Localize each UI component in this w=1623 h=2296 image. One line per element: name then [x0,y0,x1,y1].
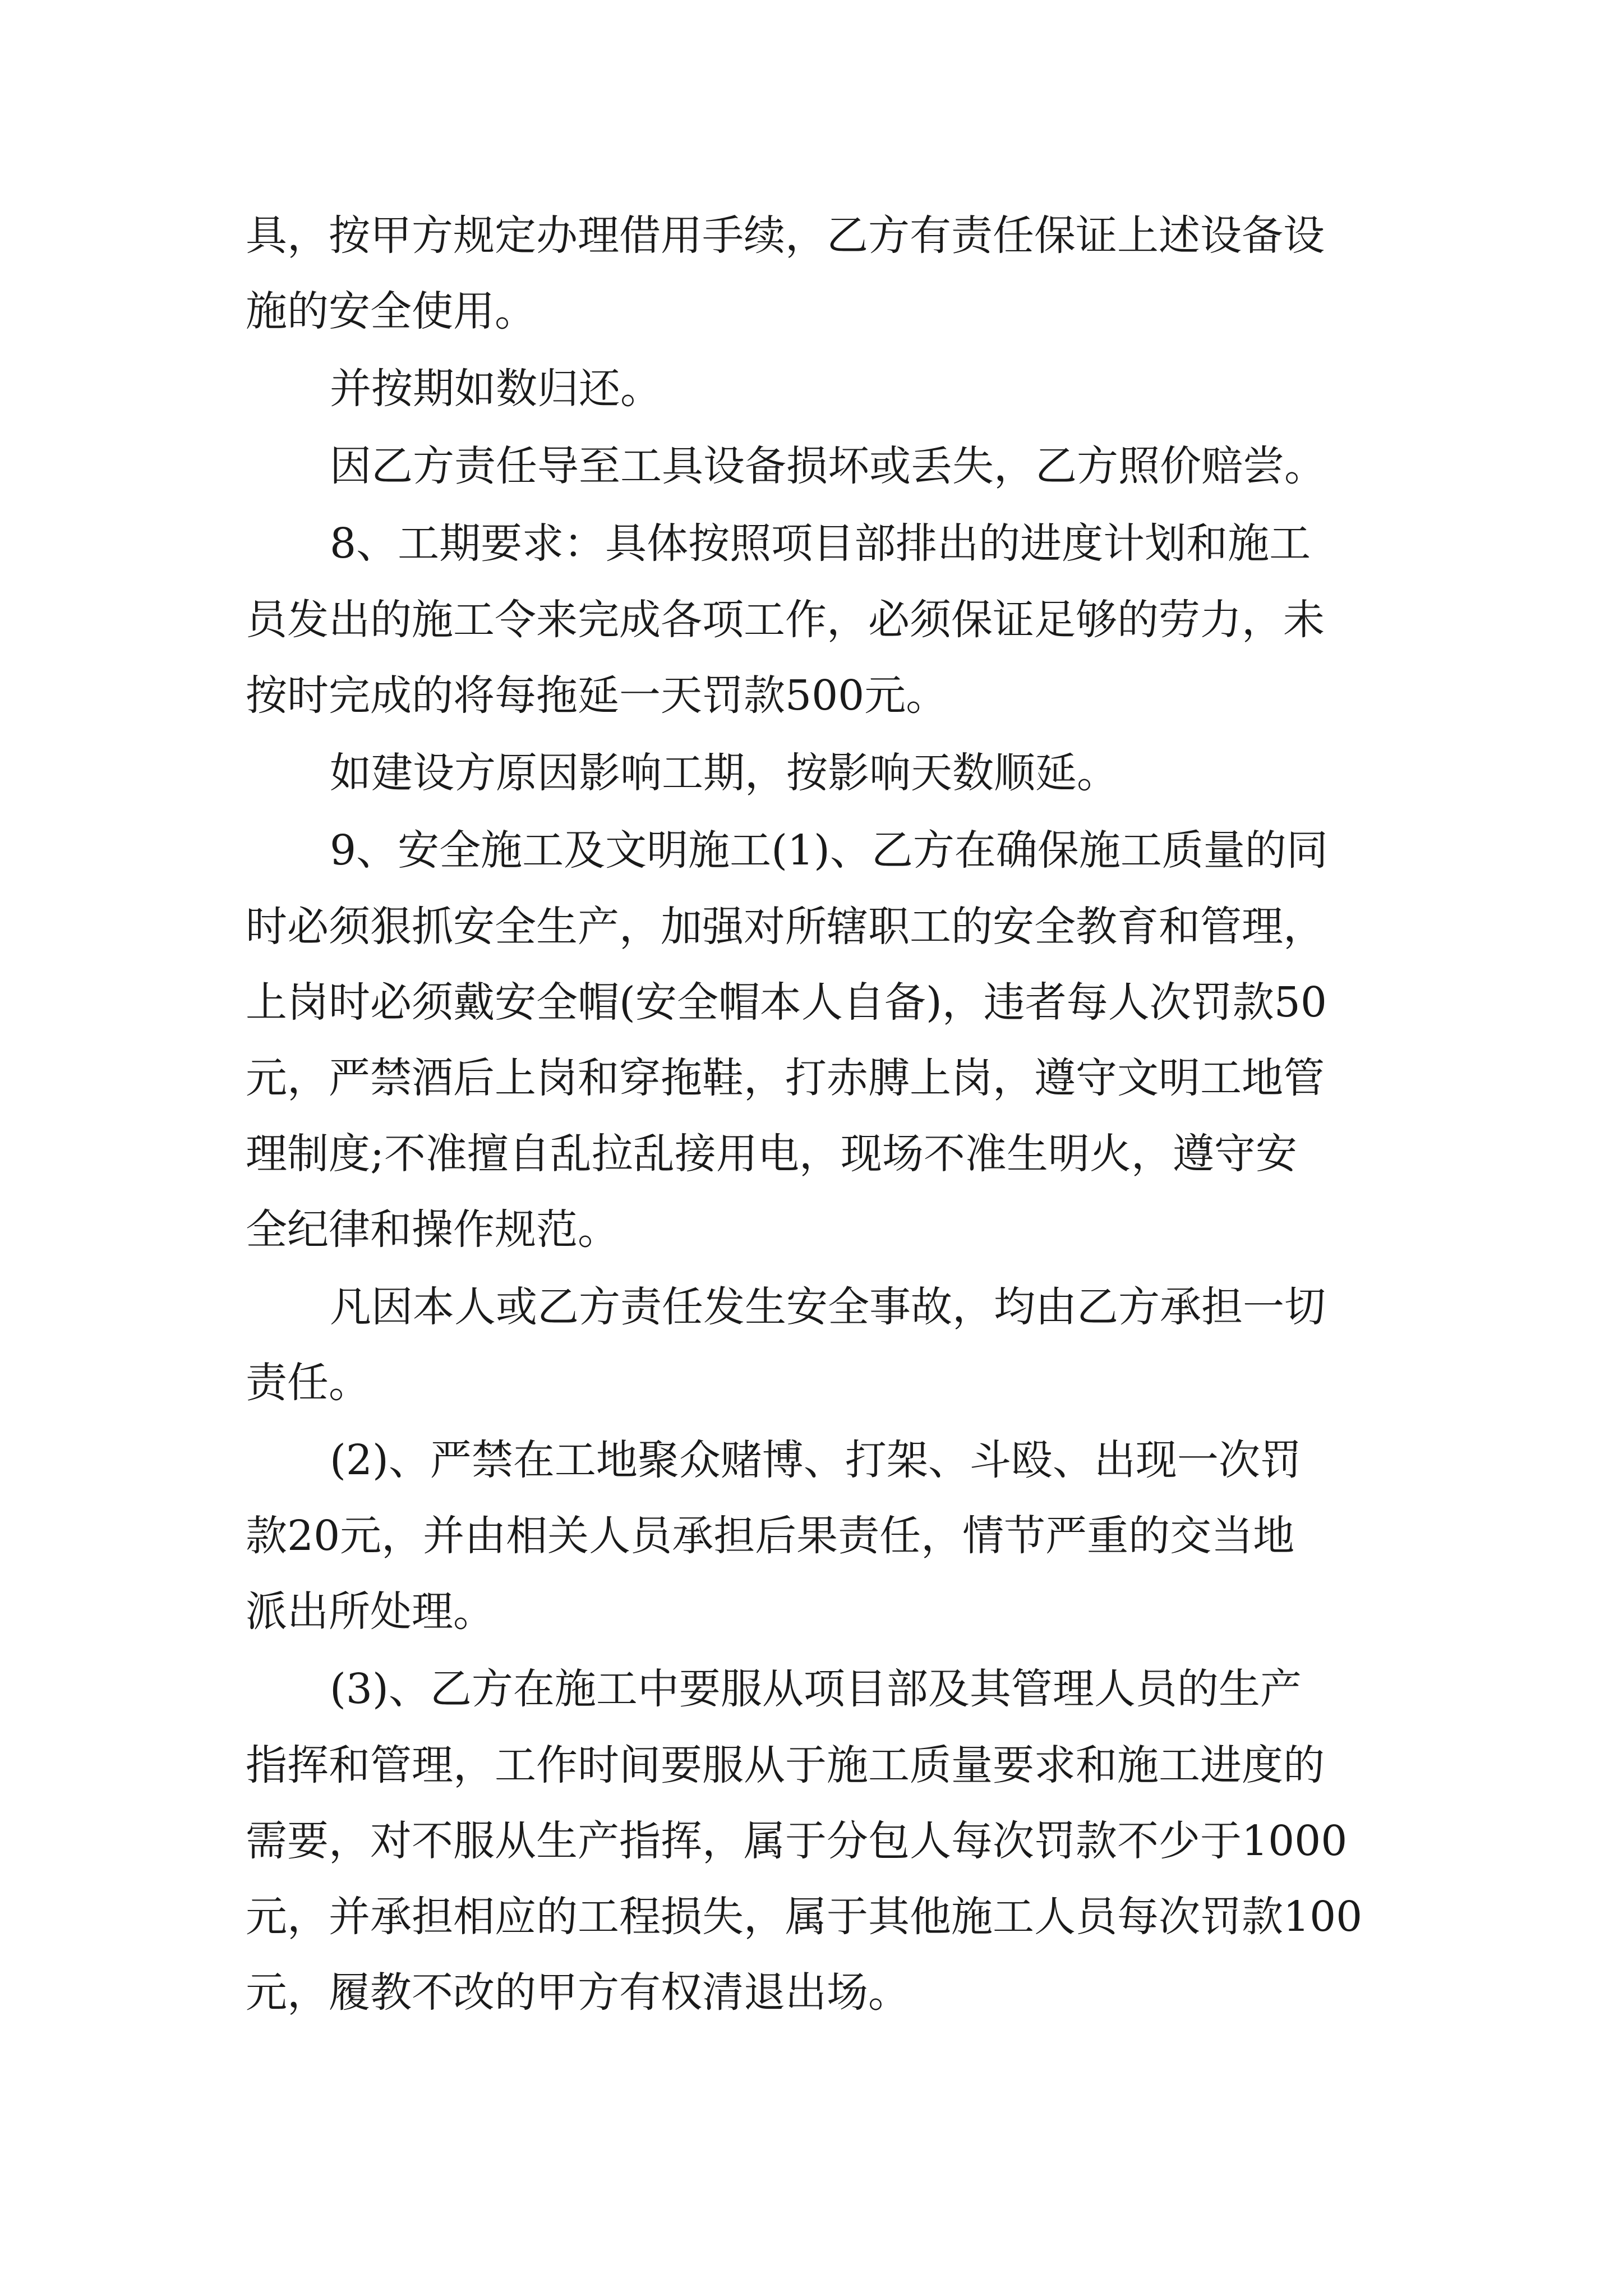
text-line: 元，并承担相应的工程损失，属于其他施工人员每次罚款100 [246,1893,1363,1941]
text-line: 并按期如数归还。 [330,365,662,413]
text-line: 指挥和管理，工作时间要服从于施工质量要求和施工进度的 [246,1741,1325,1789]
text-line: 元，严禁酒后上岗和穿拖鞋，打赤膊上岗，遵守文明工地管 [246,1054,1325,1102]
text-line: 员发出的施工令来完成各项工作，必须保证足够的劳力，未 [246,596,1325,644]
text-line: (3)、乙方在施工中要服从项目部及其管理人员的生产 [330,1665,1302,1713]
text-line: 按时完成的将每拖延一天罚款500元。 [246,671,948,720]
text-line: 上岗时必须戴安全帽(安全帽本人自备)，违者每人次罚款50 [246,978,1327,1027]
text-line: 时必须狠抓安全生产，加强对所辖职工的安全教育和管理， [246,903,1325,951]
text-line: 9、安全施工及文明施工(1)、乙方在确保施工质量的同 [330,826,1328,875]
text-line: 因乙方责任导至工具设备损坏或丢失，乙方照价赔尝。 [330,442,1326,490]
text-line: 派出所处理。 [246,1588,495,1636]
text-line: 理制度;不准擅自乱拉乱接用电，现场不准生明火，遵守安 [246,1130,1297,1178]
text-line: 具，按甲方规定办理借用手续，乙方有责任保证上述设备设 [246,211,1325,260]
text-line: 需要，对不服从生产指挥，属于分包人每次罚款不少于1000 [246,1817,1348,1865]
text-line: (2)、严禁在工地聚众赌博、打架、斗殴、出现一次罚 [330,1436,1302,1484]
text-line: 款20元，并由相关人员承担后果责任，情节严重的交当地 [246,1512,1295,1560]
text-line: 凡因本人或乙方责任发生安全事故，均由乙方承担一切 [330,1283,1326,1331]
text-line: 责任。 [246,1359,370,1407]
text-line: 元，履教不改的甲方有权清退出场。 [246,1968,910,2017]
text-line: 全纪律和操作规范。 [246,1205,619,1254]
text-line: 8、工期要求：具体按照项目部排出的进度计划和施工 [330,519,1311,568]
text-line: 如建设方原因影响工期，按影响天数顺延。 [330,749,1118,797]
text-line: 施的安全使用。 [246,287,536,335]
